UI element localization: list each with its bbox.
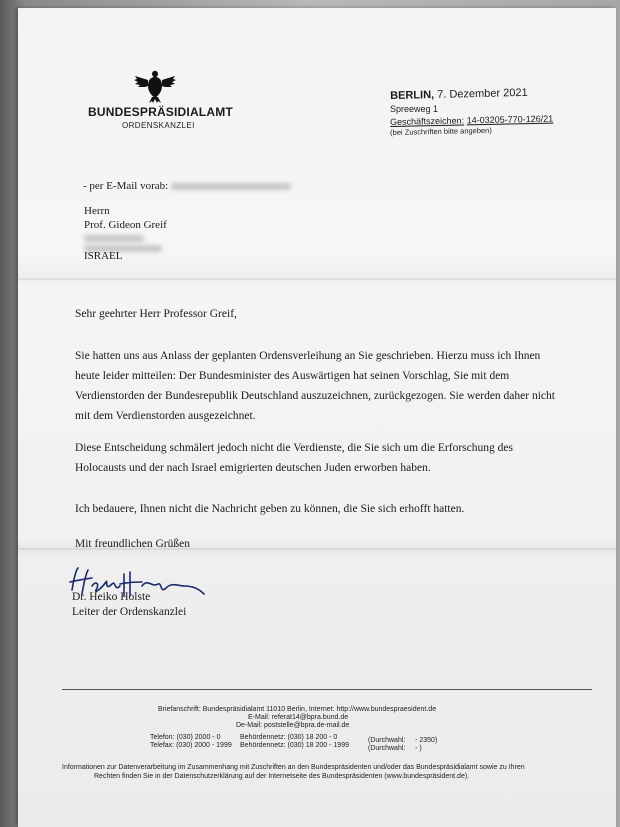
footer-postal: Briefanschrift: Bundespräsidialamt 11010 Berlin, Internet: http://www.bundespraesident.de bbox=[158, 706, 437, 713]
email-note-label: - per E-Mail vorab: bbox=[83, 180, 169, 192]
reference-number bbox=[390, 114, 553, 127]
fold-line-upper bbox=[18, 278, 616, 280]
reference-label: Geschäftszeichen: bbox=[390, 115, 465, 127]
letter-paragraph-2: Diese Entscheidung schmälert jedoch nicht die Verdienste, die Sie sich um die Erforschung des Holocausts und der nach Israel emigrierten deutschen Juden erworben haben. bbox=[75, 442, 513, 474]
signer-title: Leiter der Ordenskanzlei bbox=[72, 606, 187, 618]
footer-email: E-Mail: referat14@bpra.bund.de bbox=[248, 714, 349, 721]
email-note bbox=[83, 180, 291, 192]
department-name: ORDENSKANZLEI bbox=[122, 121, 195, 130]
federal-eagle-icon bbox=[133, 68, 177, 104]
recipient-name: Prof. Gideon Greif bbox=[84, 219, 167, 231]
reference-value: 14-03205-770-126/21 bbox=[466, 113, 554, 126]
footer-phone: Telefon: (030) 2000 - 0 bbox=[150, 734, 221, 741]
letter-paragraph-3: Ich bedauere, Ihnen nicht die Nachricht geben zu können, die Sie sich erhofft hatten. bbox=[75, 503, 465, 515]
place-date bbox=[390, 87, 528, 102]
reference-hint: (bei Zuschriften bitte angeben) bbox=[390, 125, 492, 137]
footer-bnet-1: Behördennetz: (030) 18 200 - 0 bbox=[240, 734, 338, 741]
footer-privacy-1: Informationen zur Datenverarbeitung im Zusammenhang mit Zuschriften an den Bundespräsidenten und/oder das Bundespräsidialamt sowie zu Ihren bbox=[62, 764, 525, 771]
signer-name: Dr. Heiko Holste bbox=[72, 591, 151, 603]
recipient-country: ISRAEL bbox=[84, 250, 123, 262]
letter-paragraph-1: Sie hatten uns aus Anlass der geplanten Ordensverleihung an Sie geschrieben. Hierzu muss ich Ihnen heute leider mitteilen: Der Bundesminister des Auswärtigen hat seinen Vorschlag, Sie mit dem Verdienstorden der Bundesrepublik Deutschland auszuzeichnen, zurückgezogen. Sie werden daher nicht mit dem Verdienstorden ausgezeichnet. bbox=[75, 350, 555, 422]
footer-bnet-2: Behördennetz: (030) 18 200 - 1999 bbox=[240, 742, 349, 749]
footer-demail: De-Mail: poststelle@bpra.de-mail.de bbox=[236, 722, 350, 729]
letter-closing: Mit freundlichen Grüßen bbox=[75, 538, 190, 550]
street-address: Spreeweg 1 bbox=[390, 104, 439, 114]
footer-direct-2: (Durchwahl: - ) bbox=[368, 745, 422, 752]
redacted-email bbox=[171, 183, 291, 190]
letter-greeting: Sehr geehrter Herr Professor Greif, bbox=[75, 308, 237, 320]
footer-privacy-2: Rechten finden Sie in der Datenschutzerklärung auf der Internetseite des Bundespräsidenten (www.bundespräsident.de). bbox=[94, 773, 470, 780]
recipient-salutation: Herrn bbox=[84, 205, 110, 217]
footer-divider bbox=[62, 689, 592, 690]
date: 7. Dezember 2021 bbox=[433, 86, 528, 101]
letter-page bbox=[18, 8, 616, 827]
footer-direct-1: (Durchwahl: - 2350) bbox=[368, 737, 438, 744]
organization-name: BUNDESPRÄSIDIALAMT bbox=[88, 105, 233, 119]
footer-fax: Telefax: (030) 2000 - 1999 bbox=[150, 742, 232, 749]
city: BERLIN, bbox=[390, 89, 435, 102]
